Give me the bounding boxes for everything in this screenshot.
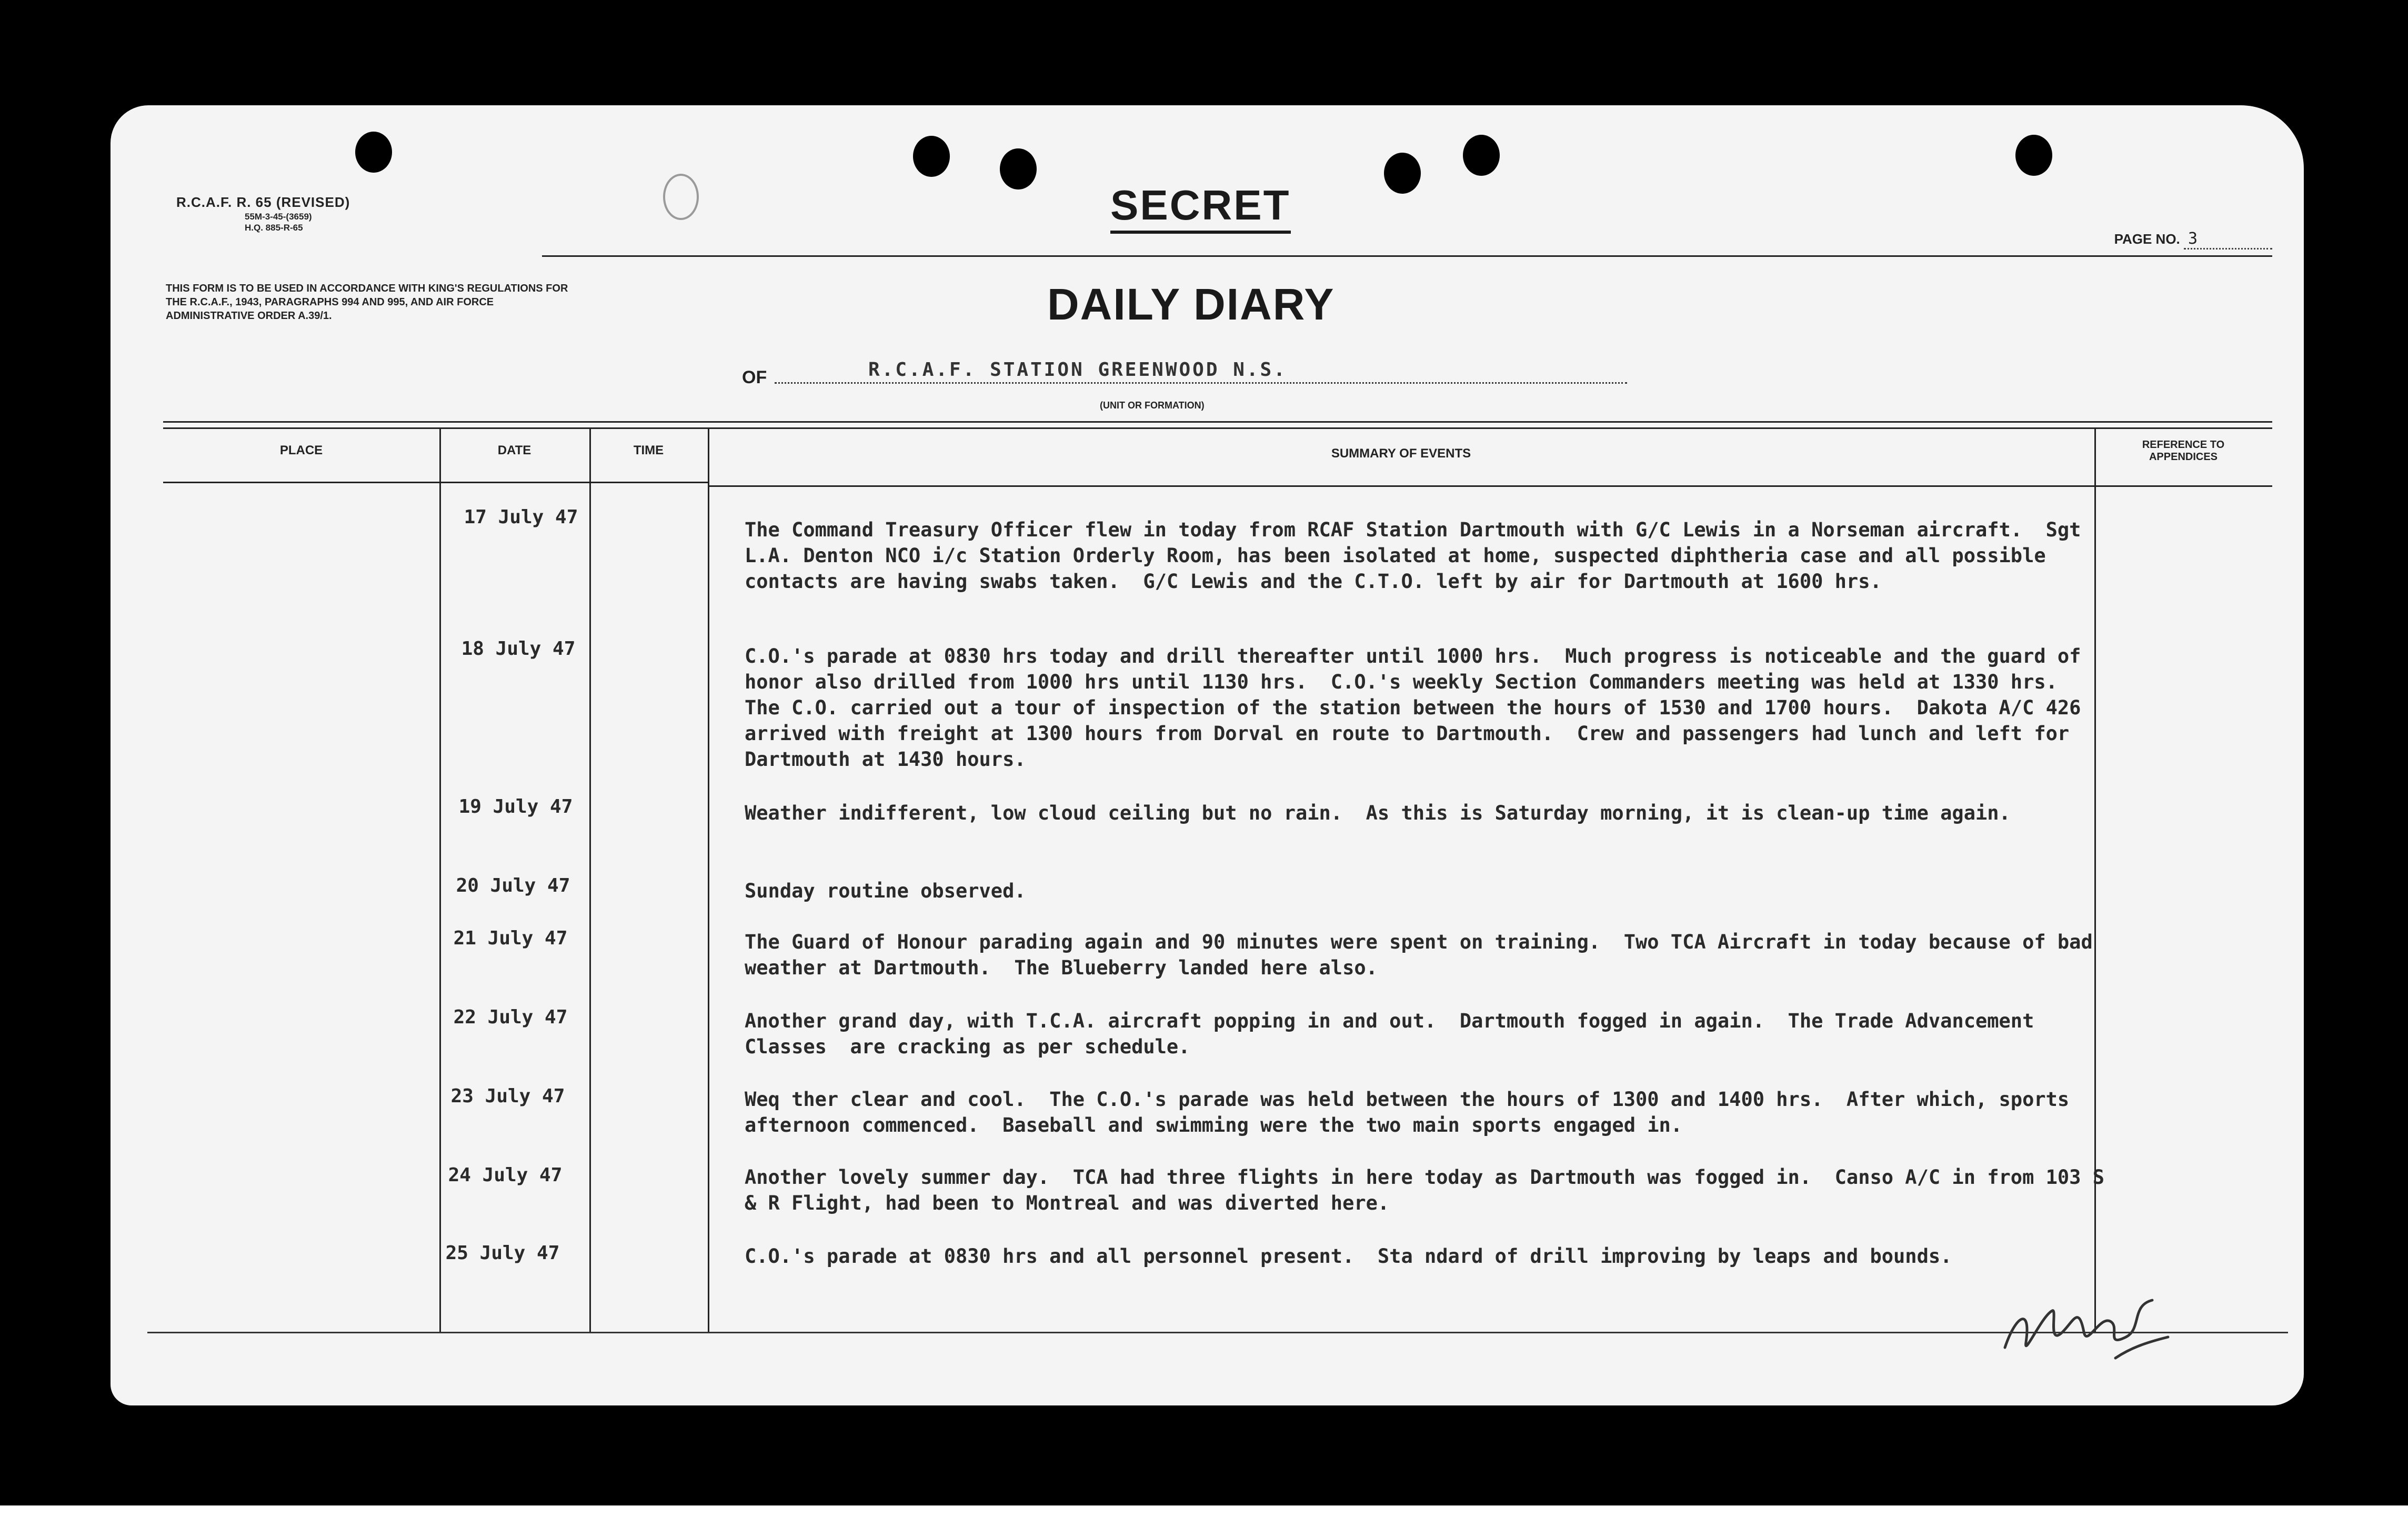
diary-sheet [111, 105, 2304, 1405]
table-bottom-rule [147, 1332, 2288, 1333]
column-header-time: TIME [633, 443, 664, 457]
entry-date: 23 July 47 [450, 1085, 565, 1107]
entry-date: 17 July 47 [464, 506, 578, 528]
form-id-line2: 55M-3-45-(3659) [245, 211, 312, 222]
unit-caption: (UNIT OR FORMATION) [1100, 400, 1205, 411]
page-title: DAILY DIARY [1047, 280, 1335, 329]
reference-line2: APPENDICES [2149, 451, 2218, 463]
header-rule [542, 255, 2272, 257]
form-identifier [176, 194, 350, 233]
entry-text: The Guard of Honour parading again and 90 minutes were spent on training. Two TCA Aircraft in today because of bad weather at Dartmouth. The Blueberry landed here also. [745, 931, 2105, 979]
entry-text: Another grand day, with T.C.A. aircraft popping in and out. Dartmouth fogged in again. The Trade Advancement Classes are cracking as per schedule. [745, 1010, 2046, 1058]
entry-date: 21 July 47 [453, 927, 568, 949]
entry-date: 24 July 47 [448, 1164, 563, 1186]
entry-text: Another lovely summer day. TCA had three flights in here today as Dartmouth was fogged in. Canso A/C in from 103 S & R Flight, had been to Montreal and was diverted here. [745, 1166, 2116, 1214]
punch-hole [913, 136, 950, 177]
pencil-mark [663, 174, 699, 220]
entry-text: Sunday routine observed. [745, 880, 1026, 902]
header-row-rule [589, 482, 708, 483]
scan-border [0, 1505, 2408, 1516]
header-row-rule [708, 485, 2094, 487]
entry-text: C.O.'s parade at 0830 hrs and all personnel present. Sta ndard of drill improving by leaps and bounds. [745, 1245, 1952, 1268]
header-row-rule [163, 482, 439, 483]
table-top-rule [163, 427, 2272, 429]
header-row-rule [439, 482, 589, 483]
punch-hole [355, 132, 392, 173]
entry-text: Weather indifferent, low cloud ceiling but no rain. As this is Saturday morning, it is clean-up time again. [745, 802, 2011, 824]
column-header-date: DATE [497, 443, 531, 457]
entry-date: 18 July 47 [461, 638, 576, 660]
header-row-rule [2094, 485, 2272, 487]
unit-value: R.C.A.F. STATION GREENWOOD N.S. [868, 359, 1287, 381]
punch-hole [1463, 135, 1500, 176]
table-top-rule [163, 421, 2272, 423]
punch-hole [1384, 153, 1421, 194]
handwritten-signature [1994, 1284, 2173, 1369]
column-header-place: PLACE [279, 443, 323, 457]
of-label: OF [742, 367, 767, 387]
page-label: PAGE NO. [2114, 231, 2180, 247]
page-number: 3 [2184, 230, 2272, 250]
column-header-reference [2094, 439, 2272, 463]
form-id-line1: R.C.A.F. R. 65 (REVISED) [176, 194, 350, 210]
reference-line1: REFERENCE TO [2142, 439, 2225, 451]
secret-label: SECRET [1110, 184, 1291, 234]
column-divider [708, 427, 709, 1332]
entry-text: Weq ther clear and cool. The C.O.'s parade was held between the hours of 1300 and 1400 hrs. After which, sports afternoon commenced. Baseball and swimming were the two main sports engaged in. [745, 1088, 2081, 1136]
form-id-line3: H.Q. 885-R-65 [245, 222, 303, 233]
entry-text: C.O.'s parade at 0830 hrs today and drill thereafter until 1000 hrs. Much progress is noticeable and the guard of honor also drilled from 1000 hrs until 1130 hrs. C.O.'s weekly Section Commanders meeting was held at 1330 hrs. The C.O. carried out a tour of inspection of the station between the hours of 1530 and 1700 hours. Dakota A/C 426 arrived with freight at 1300 hours from Dorval en route to Dartmouth. Crew and passengers had lunch and left for Dartmouth at 1430 hours. [745, 645, 2093, 771]
punch-hole [2015, 135, 2052, 176]
page-number-field [2114, 230, 2272, 250]
entry-text: The Command Treasury Officer flew in today from RCAF Station Dartmouth with G/C Lewis in a Norseman aircraft. Sgt L.A. Denton NCO i/c Station Orderly Room, has been isolated at home, suspected diphtheria case and all possible contacts are having swabs taken. G/C Lewis and the C.T.O. left by air for Dartmouth at 1600 hrs. [745, 518, 2093, 593]
entry-date: 25 July 47 [445, 1242, 560, 1264]
entry-date: 22 July 47 [453, 1006, 568, 1028]
punch-hole [1000, 148, 1037, 190]
entry-date: 20 July 47 [456, 875, 570, 896]
column-header-summary: SUMMARY OF EVENTS [1331, 446, 1471, 461]
entry-date: 19 July 47 [458, 796, 573, 817]
form-instructions: THIS FORM IS TO BE USED IN ACCORDANCE WITH KING'S REGULATIONS FOR THE R.C.A.F., 1943, PARAGRAPHS 994 AND 995, AND AIR FORCE ADMINISTRATIVE ORDER A.39/1. [166, 283, 568, 322]
column-divider [589, 427, 591, 1332]
